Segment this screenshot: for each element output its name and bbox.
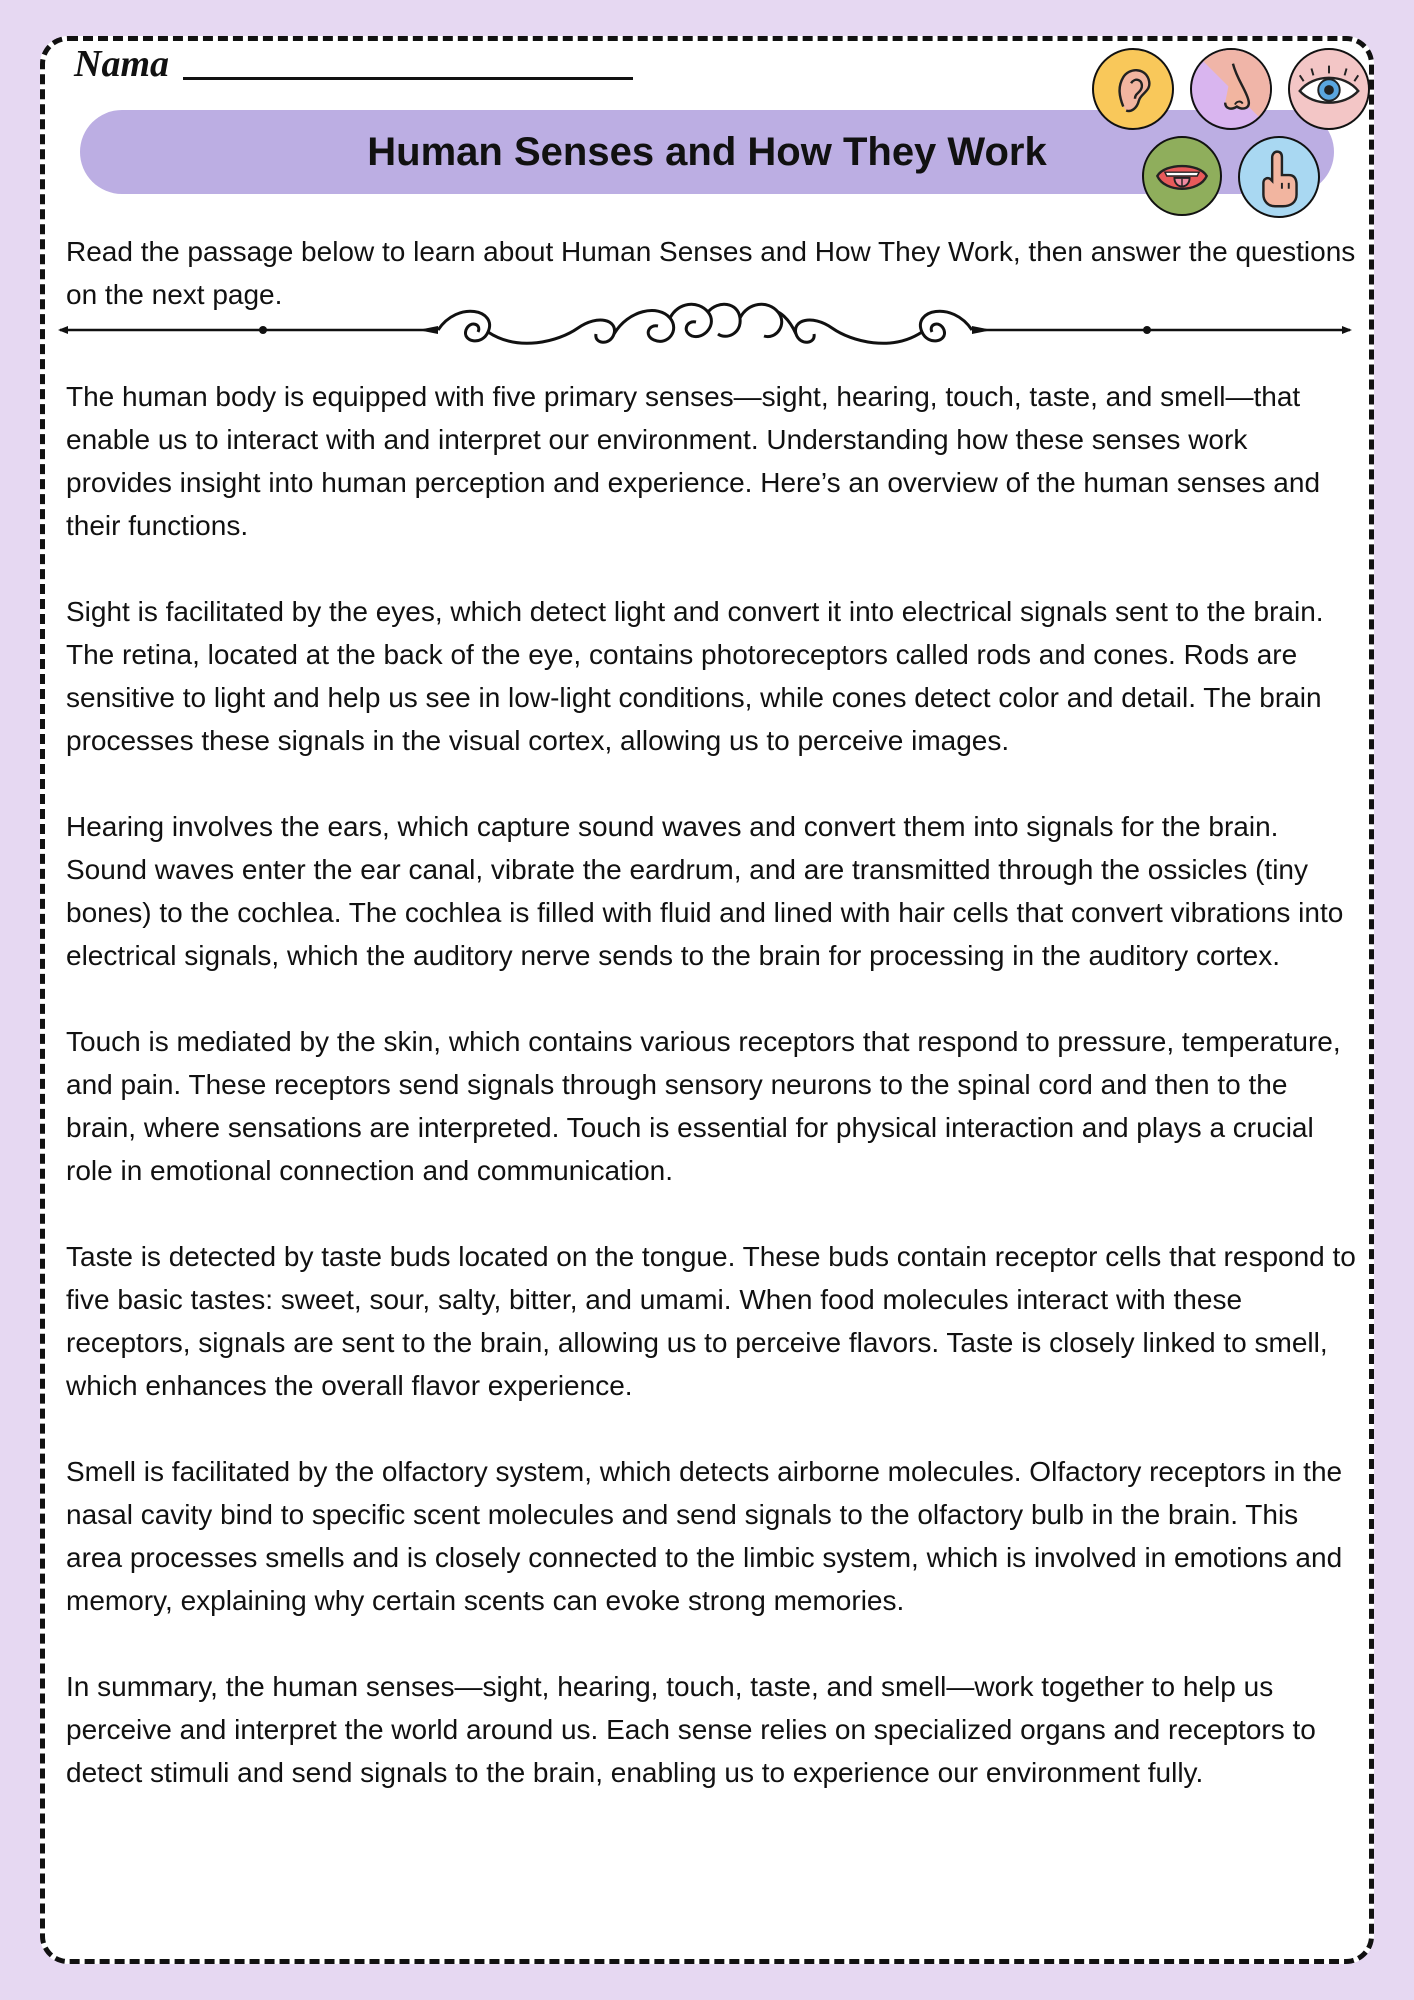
name-write-line[interactable] [183, 77, 633, 80]
ear-icon [1092, 48, 1174, 130]
passage-paragraph: Taste is detected by taste buds located on the tongue. These buds contain receptor cells that respond to five basic tastes: sweet, sour, salty, bitter, and umami. When food molecules interact with these receptors, signals are sent to the brain, allowing us to perceive flavors. Taste is closely linked to smell, which enhances the overall flavor experience. [66, 1241, 1356, 1401]
name-label: Nama [74, 43, 169, 85]
name-row [74, 42, 633, 86]
hand-icon [1238, 136, 1320, 218]
passage-paragraph: Touch is mediated by the skin, which contains various receptors that respond to pressure, temperature, and pain. These receptors send signals through sensory neurons to the spinal cord and then to the brain, where sensations are interpreted. Touch is essential for physical interaction and plays a crucial role in emotional connection and communication. [66, 1026, 1341, 1186]
passage [66, 375, 1356, 1837]
passage-paragraph: Smell is facilitated by the olfactory system, which detects airborne molecules. Olfactory receptors in the nasal cavity bind to specific scent molecules and send signals to the olfactory bulb in the brain. This area processes smells and is closely connected to the limbic system, which is involved in emotions and memory, explaining why certain scents can evoke strong memories. [66, 1456, 1343, 1616]
passage-paragraph: Hearing involves the ears, which capture sound waves and convert them into signals for the brain. Sound waves enter the ear canal, vibrate the eardrum, and are transmitted through the ossicles (tiny bones) to the cochlea. The cochlea is filled with fluid and lined with hair cells that convert vibrations into electrical signals, which the auditory nerve sends to the brain for processing in the auditory cortex. [66, 811, 1344, 971]
nose-icon [1190, 48, 1272, 130]
eye-icon [1288, 48, 1370, 130]
page-title: Human Senses and How They Work [367, 130, 1047, 174]
mouth-icon [1142, 136, 1222, 216]
passage-paragraph: The human body is equipped with five primary senses—sight, hearing, touch, taste, and smell—that enable us to interact with and interpret our environment. Understanding how these senses work provides insight into human perception and experience. Here’s an overview of the human senses and their functions. [66, 381, 1321, 541]
passage-paragraph: Sight is facilitated by the eyes, which detect light and convert it into electrical signals sent to the brain. The retina, located at the back of the eye, contains photoreceptors called rods and cones. Rods are sensitive to light and help us see in low-light conditions, while cones detect color and detail. The brain processes these signals in the visual cortex, allowing us to perceive images. [66, 596, 1324, 756]
passage-paragraph: In summary, the human senses—sight, hearing, touch, taste, and smell—work together to help us perceive and interpret the world around us. Each sense relies on specialized organs and receptors to detect stimuli and send signals to the brain, enabling us to experience our environment fully. [66, 1671, 1316, 1788]
intro-text: Read the passage below to learn about Human Senses and How They Work, then answer the questions on the next page. [66, 236, 1356, 310]
ornamental-divider [58, 290, 1352, 370]
